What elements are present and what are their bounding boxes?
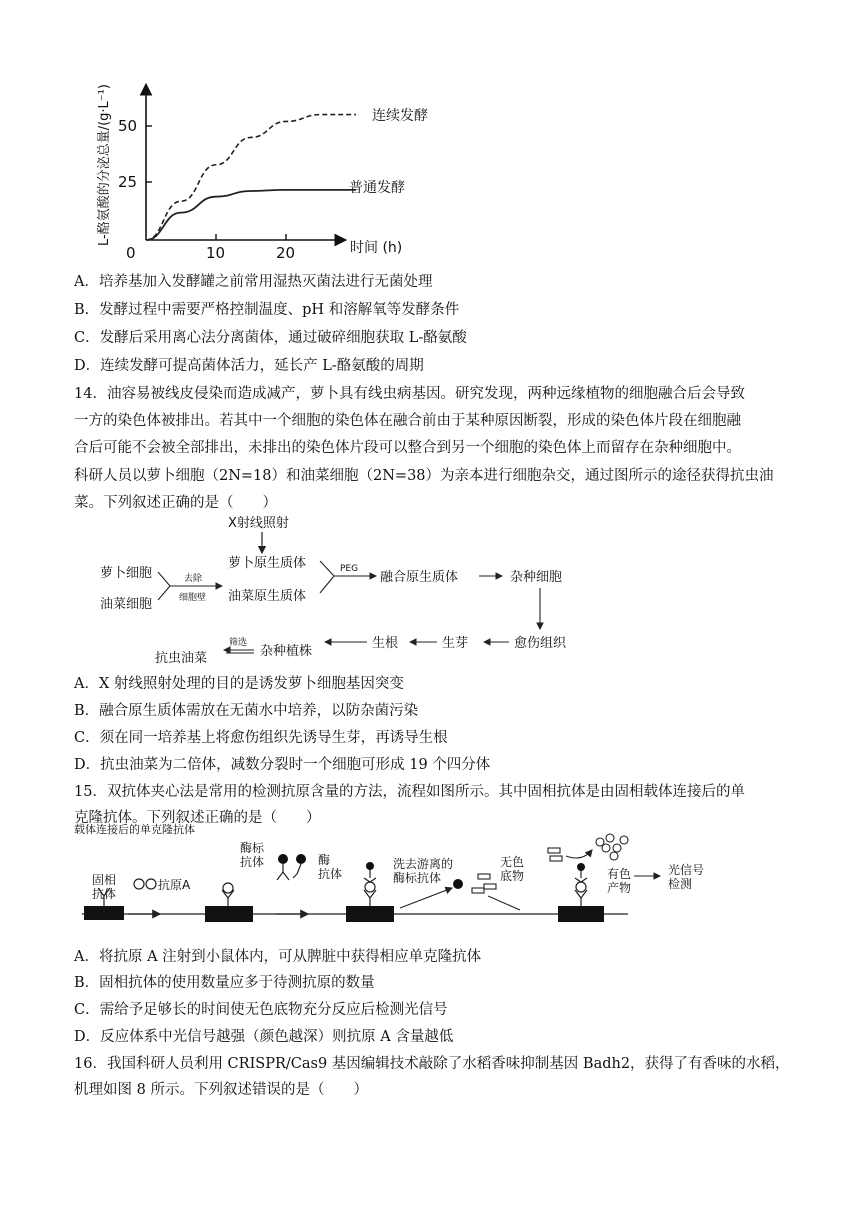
screen-label: 筛选 — [229, 638, 248, 648]
solid-carrier — [84, 906, 124, 920]
fused-protoplast-label: 融合原生质体 — [380, 570, 459, 585]
q14-stem-line-4: 科研人员以萝卜细胞（2N=18）和油菜细胞（2N=38）为亲本进行细胞杂交，通过图所示的途径获得抗虫油 — [74, 468, 774, 484]
peg-label: PEG — [340, 564, 359, 574]
q15-option-d: D．反应体系中光信号越强（颜色越深）则抗原 A 含量越低 — [74, 1029, 454, 1045]
colorless-label-1: 无色 — [500, 855, 525, 869]
q16-stem-line-1: 16．我国科研人员利用 CRISPR/Cas9 基因编辑技术敲除了水稻香味抑制基因 Badh2，获得了有香味的水稻， — [74, 1056, 790, 1072]
colored-label-1: 有色 — [607, 867, 632, 881]
radish-protoplast-label: 萝卜原生质体 — [228, 556, 307, 571]
q14-stem-line-5: 菜。下列叙述正确的是（ ） — [74, 495, 277, 511]
hybrid-plant-label: 杂种植株 — [260, 644, 313, 659]
rape-protoplast-label: 油菜原生质体 — [228, 589, 307, 604]
q14-stem-line-2: 一方的染色体被排出。若其中一个细胞的染色体在融合前由于某种原因断裂，形成的染色体片段在细胞融 — [74, 413, 741, 429]
enzyme-label: 酶 — [318, 853, 331, 867]
series-line-ordinary — [146, 190, 356, 240]
wash-label-2: 酶标抗体 — [393, 871, 442, 885]
resistant-rape-label: 抗虫油菜 — [155, 651, 208, 666]
signal-label-1: 光信号 — [668, 863, 705, 877]
solid-carrier — [205, 906, 253, 922]
cut-off-text: 载体连接后的单克隆抗体 — [74, 823, 195, 836]
q15-option-b: B．固相抗体的使用数量应多于待测抗原的数量 — [74, 975, 375, 991]
solid-ab-label-2: 抗体 — [92, 887, 117, 901]
origin-label: 0 — [126, 244, 136, 262]
q13-option-c: C．发酵后采用离心法分离菌体，通过破碎细胞获取 L-酪氨酸 — [74, 330, 467, 346]
colorless-label-2: 底物 — [500, 869, 525, 883]
q14-option-a: A．X 射线照射处理的目的是诱发萝卜细胞基因突变 — [74, 676, 404, 692]
remove-label: 去除 — [184, 574, 203, 584]
y-tick-25: 25 — [118, 173, 138, 191]
xray-label: X射线照射 — [228, 516, 289, 531]
q14-option-b: B．融合原生质体需放在无菌水中培养，以防杂菌污染 — [74, 703, 419, 719]
cell-hybridization-flowchart — [0, 510, 860, 670]
q14-option-d: D．抗虫油菜为二倍体，减数分裂时一个细胞可形成 19 个四分体 — [74, 757, 491, 773]
q13-option-b: B．发酵过程中需要严格控制温度、pH 和溶解氧等发酵条件 — [74, 302, 460, 318]
radish-cell-label: 萝卜细胞 — [100, 566, 153, 581]
q16-stem-line-2: 机理如图 8 所示。下列叙述错误的是（ ） — [74, 1082, 368, 1098]
enzyme-ab-label-1: 酶标 — [240, 841, 265, 855]
series-line-continuous — [146, 115, 356, 240]
solid-carrier — [346, 906, 394, 922]
q15-stem-line-2: 克隆抗体。下列叙述正确的是（ ） — [74, 810, 321, 826]
x-tick-10: 10 — [206, 244, 226, 262]
q15-option-a: A．将抗原 A 注射到小鼠体内，可从脾脏中获得相应单克隆抗体 — [74, 949, 482, 965]
tyrosine-secretion-chart — [0, 0, 860, 270]
cell-wall-label: 细胞壁 — [179, 593, 207, 603]
q15-stem-line-1: 15．双抗体夹心法是常用的检测抗原含量的方法，流程如图所示。其中固相抗体是由固相载体连接后的单 — [74, 784, 745, 800]
q14-option-c: C．须在同一培养基上将愈伤组织先诱导生芽，再诱导生根 — [74, 730, 448, 746]
colored-label-2: 产物 — [607, 881, 632, 895]
q15-option-c: C．需给予足够长的时间使无色底物充分反应后检测光信号 — [74, 1002, 448, 1018]
wash-label-1: 洗去游离的 — [393, 857, 454, 871]
sandwich-elisa-diagram — [0, 823, 860, 946]
series-label-ordinary: 普通发酵 — [349, 180, 405, 196]
solid-ab-label-1: 固相 — [92, 873, 117, 887]
hybrid-cell-label: 杂种细胞 — [510, 570, 563, 585]
q14-stem-line-3: 合后可能不会被全部排出，未排出的染色体片段可以整合到另一个细胞的染色体上而留存在杂种细胞中。 — [74, 440, 741, 456]
y-tick-50: 50 — [118, 117, 138, 135]
q13-option-d: D．连续发酵可提高菌体活力，延长产 L-酪氨酸的周期 — [74, 358, 424, 374]
antibody-label: 抗体 — [318, 867, 343, 881]
q14-stem-line-1: 14．油容易被线皮侵染而造成减产，萝卜具有线虫病基因。研究发现，两种远缘植物的细胞融合后会导致 — [74, 386, 745, 402]
y-axis-label: L-酪氨酸的分泌总量/(g·L⁻¹) — [97, 84, 112, 246]
root-label: 生根 — [372, 636, 399, 651]
callus-label: 愈伤组织 — [514, 636, 567, 651]
x-axis-label: 时间 (h) — [350, 240, 403, 256]
bud-label: 生芽 — [442, 636, 469, 651]
x-tick-20: 20 — [276, 244, 296, 262]
antigen-label: 抗原A — [158, 878, 191, 892]
enzyme-ab-label-2: 抗体 — [240, 855, 265, 869]
series-label-continuous: 连续发酵 — [372, 108, 428, 124]
q13-option-a: A．培养基加入发酵罐之前常用湿热灭菌法进行无菌处理 — [74, 274, 433, 290]
rape-cell-label: 油菜细胞 — [100, 597, 153, 612]
solid-carrier — [558, 906, 604, 922]
signal-label-2: 检测 — [668, 877, 693, 891]
